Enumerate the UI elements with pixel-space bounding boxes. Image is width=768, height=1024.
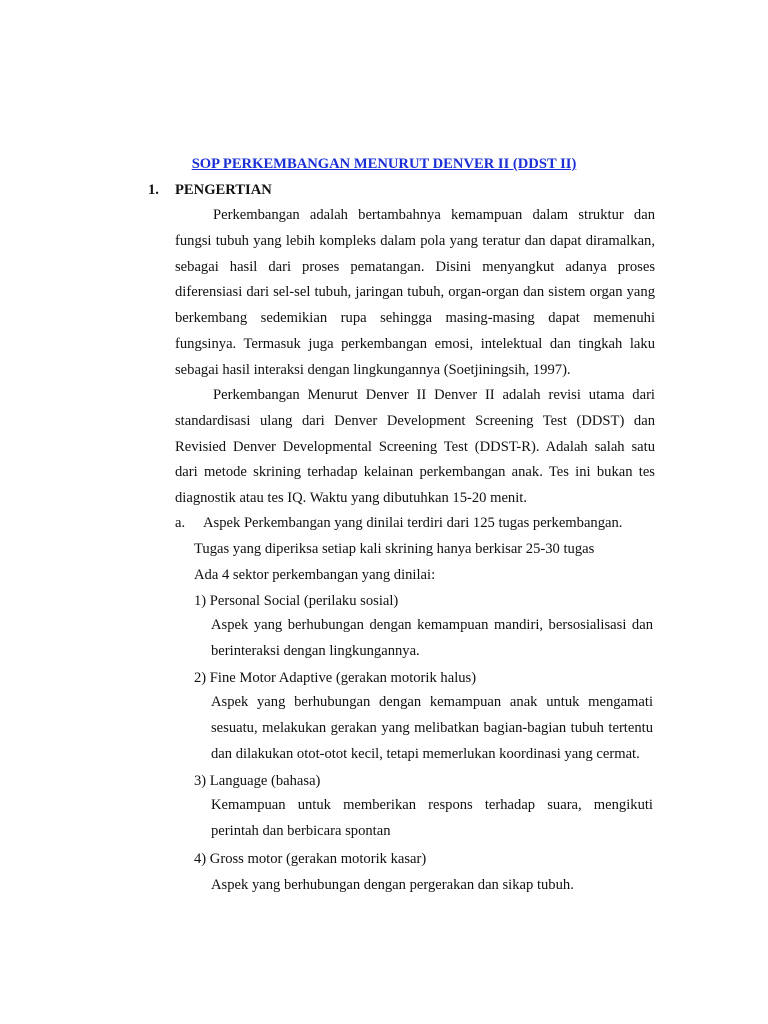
item-a-line-3: Ada 4 sektor perkembangan yang dinilai: (194, 567, 436, 583)
section-heading (148, 181, 272, 199)
sector-language-label: 3) Language (bahasa) (194, 773, 321, 789)
section-number: 1. (148, 182, 159, 198)
section-title: PENGERTIAN (175, 182, 272, 198)
paragraph-definition: Perkembangan adalah bertambahnya kemampuan dalam struktur dan fungsi tubuh yang lebih kompleks dalam pola yang teratur dan dapat diramalkan, sebagai hasil dari proses pematangan. Disini menyangkut adanya proses diferensiasi dari sel-sel tubuh, jaringan tubuh, organ-organ dan sistem organ yang berkembang sedemikian rupa sehingga masing-masing dapat memenuhi fungsinya. Termasuk juga perkembangan emosi, intelektual dan tingkah laku sebagai hasil interaksi dengan lingkungannya (Soetjiningsih, 1997). (175, 207, 655, 378)
sector-language-description: Kemampuan untuk memberikan respons terhadap suara, mengikuti perintah dan berbicara spontan (211, 797, 653, 839)
sector-gross-motor-label: 4) Gross motor (gerakan motorik kasar) (194, 851, 427, 867)
paragraph-denver: Perkembangan Menurut Denver II Denver II adalah revisi utama dari standardisasi ulang dari Denver Development Screening Test (DDST) dan Revisied Denver Developmental Screening Test (DDST-R). Adalah salah satu dari metode skrining terhadap kelainan perkembangan anak. Tes ini bukan tes diagnostik atau tes IQ. Waktu yang dibutuhkan 15-20 menit. (175, 387, 655, 507)
document-title: SOP PERKEMBANGAN MENURUT DENVER II (DDST II) (191, 156, 577, 172)
sector-fine-motor-description: Aspek yang berhubungan dengan kemampuan anak untuk mengamati sesuatu, melakukan gerakan yang melibatkan bagian-bagian tubuh tertentu dan dilakukan otot-otot kecil, tetapi memerlukan koordinasi yang cermat. (211, 694, 653, 762)
item-a-line-2: Tugas yang diperiksa setiap kali skrining hanya berkisar 25-30 tugas (194, 541, 595, 557)
item-a-text: Aspek Perkembangan yang dinilai terdiri dari 125 tugas perkembangan. (203, 515, 623, 531)
sector-gross-motor-description: Aspek yang berhubungan dengan pergerakan dan sikap tubuh. (211, 877, 574, 893)
sector-personal-social-label: 1) Personal Social (perilaku sosial) (194, 593, 399, 609)
sector-fine-motor-label: 2) Fine Motor Adaptive (gerakan motorik halus) (194, 670, 477, 686)
sector-personal-social-description: Aspek yang berhubungan dengan kemampuan mandiri, bersosialisasi dan berinteraksi dengan lingkungannya. (211, 617, 653, 659)
item-a-marker: a. (175, 515, 186, 531)
